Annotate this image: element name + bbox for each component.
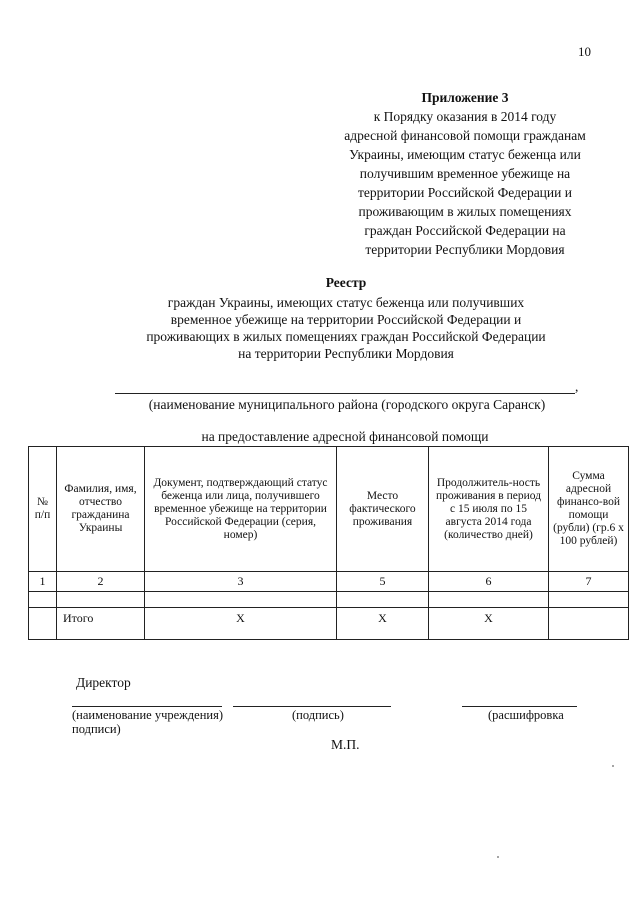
column-number: 1 xyxy=(29,572,57,592)
organization-name-field[interactable] xyxy=(72,706,222,707)
appendix-line: территории Республики Мордовия xyxy=(365,242,565,257)
page-number: 10 xyxy=(578,44,591,59)
signature-decode-field[interactable] xyxy=(462,706,577,707)
decode-caption-continuation: подписи) xyxy=(72,722,121,736)
appendix-line: граждан Российской Федерации на xyxy=(364,223,566,238)
registry-subtitle xyxy=(96,294,596,362)
header-sum: Сумма адресной финансо-вой помощи (рубли) (гр.6 х 100 рублей) xyxy=(549,447,629,572)
signature-field[interactable] xyxy=(233,706,391,707)
table-row xyxy=(29,592,629,608)
column-number-row xyxy=(29,572,629,592)
registry-subtitle-line: граждан Украины, имеющих статус беженца или получивших xyxy=(167,295,525,310)
column-number: 7 xyxy=(549,572,629,592)
registry-subtitle-line: временное убежище на территории Российской Федерации и xyxy=(170,312,522,327)
appendix-line: территории Российской Федерации и xyxy=(358,185,572,200)
table-cell[interactable] xyxy=(145,592,337,608)
table-cell[interactable] xyxy=(337,592,429,608)
table-cell[interactable] xyxy=(29,592,57,608)
header-name: Фамилия, имя, отчество гражданина Украины xyxy=(57,447,145,572)
district-name-field[interactable] xyxy=(115,393,575,394)
appendix-line: получившим временное убежище на xyxy=(359,166,571,181)
table-cell xyxy=(29,608,57,640)
signature-caption: (подпись) xyxy=(292,708,344,722)
registry-subtitle-line: на территории Республики Мордовия xyxy=(238,346,454,361)
header-place: Место фактического проживания xyxy=(337,447,429,572)
appendix-line: Украины, имеющим статус беженца или xyxy=(349,147,581,162)
table-header-row xyxy=(29,447,629,572)
total-row xyxy=(29,608,629,640)
appendix-line: к Порядку оказания в 2014 году xyxy=(373,109,557,124)
registry-title: Реестр xyxy=(325,275,367,290)
total-sum-cell[interactable] xyxy=(549,608,629,640)
appendix-block xyxy=(318,88,612,259)
header-document: Документ, подтверждающий статус беженца или лица, получившего временное убежище на территории Российской Федерации (серия, номер) xyxy=(145,447,337,572)
column-number: 5 xyxy=(337,572,429,592)
appendix-line: проживающим в жилых помещениях xyxy=(358,204,572,219)
table-cell[interactable] xyxy=(549,592,629,608)
appendix-title: Приложение 3 xyxy=(421,90,509,105)
district-caption: (наименование муниципального района (городского округа Саранск) xyxy=(148,397,546,412)
stamp-label: М.П. xyxy=(331,737,360,752)
total-place-x: Х xyxy=(337,608,429,640)
scan-speck xyxy=(497,856,499,858)
header-duration: Продолжитель-ность проживания в период с 15 июля по 15 августа 2014 года (количество дней) xyxy=(429,447,549,572)
organization-caption: (наименование учреждения) xyxy=(72,708,223,722)
table-cell[interactable] xyxy=(429,592,549,608)
table-cell[interactable] xyxy=(57,592,145,608)
total-label: Итого xyxy=(57,608,145,640)
column-number: 2 xyxy=(57,572,145,592)
column-number: 6 xyxy=(429,572,549,592)
scan-speck xyxy=(612,765,614,767)
header-num: № п/п xyxy=(29,447,57,572)
registry-subtitle-line: проживающих в жилых помещениях граждан Российской Федерации xyxy=(146,329,546,344)
decode-caption: (расшифровка xyxy=(488,708,564,722)
purpose-line: на предоставление адресной финансовой помощи xyxy=(201,429,489,444)
column-number: 3 xyxy=(145,572,337,592)
district-comma: , xyxy=(575,379,579,394)
total-duration-x: Х xyxy=(429,608,549,640)
register-table xyxy=(28,446,629,640)
total-document-x: Х xyxy=(145,608,337,640)
appendix-line: адресной финансовой помощи гражданам xyxy=(344,128,586,143)
director-label: Директор xyxy=(76,675,131,690)
